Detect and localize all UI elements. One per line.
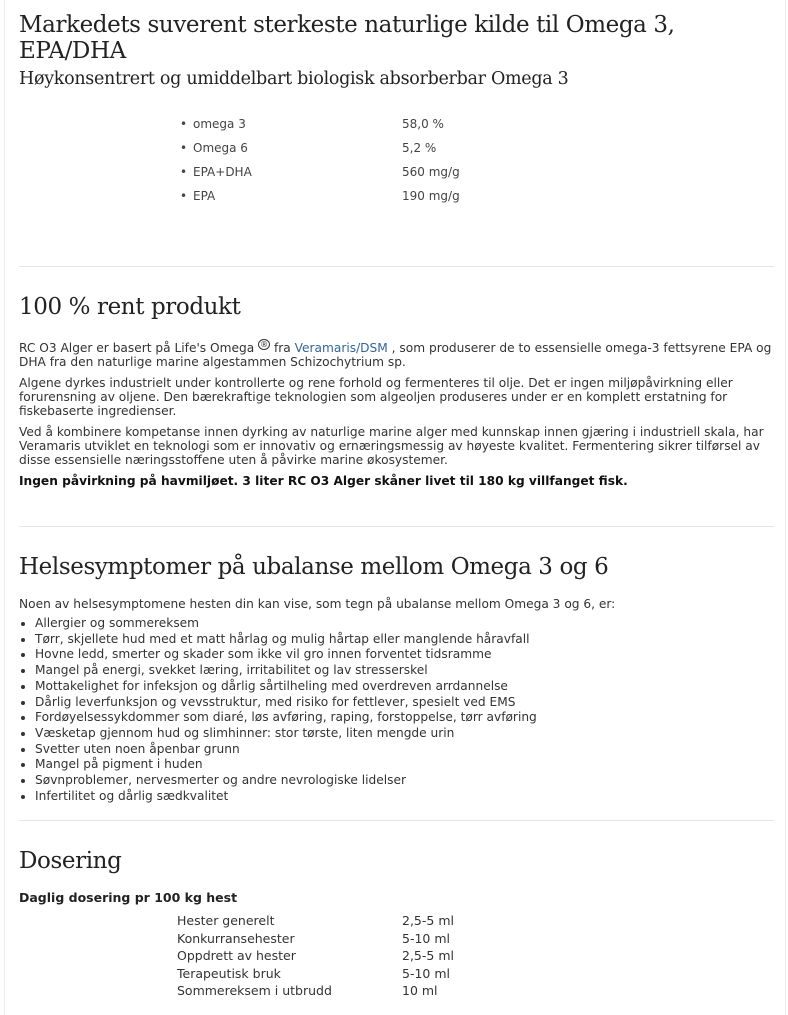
dose-value: 2,5-5 ml (402, 913, 454, 928)
text-span: fra (270, 341, 295, 356)
text-span: , som produserer de to essensielle omega-3 fettsyrene EPA og DHA fra den naturlige marine algestammen Schizochytrium sp. (19, 341, 772, 370)
item-value: 190 mg/g (402, 189, 460, 203)
section-divider (19, 266, 774, 267)
table-row (173, 930, 573, 948)
section-title-dosage: Dosering (19, 848, 122, 874)
item-name: Omega 6 (193, 141, 248, 155)
registered-icon: ® (260, 340, 269, 349)
paragraph-impact (19, 474, 779, 488)
dose-name: Sommereksem i utbrudd (177, 983, 332, 998)
table-row (173, 982, 573, 1000)
dose-name: Oppdrett av hester (177, 948, 296, 963)
item-name: omega 3 (193, 117, 246, 131)
paragraph-technology: Ved å kombinere kompetanse innen dyrking av naturlige marine alger med kunnskap innen gjæring i industriell skala, har Veramaris utviklet en teknologi som er innovativ og ernæringsmessig av høyeste kvalitet. Fermentering sikrer tilførsel av disse essensielle næringsstoffene uten å påvirke marine økosystemer. (19, 425, 764, 468)
page-container (4, 0, 786, 1015)
pure-product-text (19, 338, 779, 495)
list-item: • Mangel på energi, svekket læring, irritabilitet og lav stresserskel (35, 663, 779, 679)
bullet-icon: • (180, 165, 188, 179)
list-item: • Væsketap gjennom hud og slimhinner: stor tørste, liten mengde urin (35, 726, 779, 742)
section-divider (19, 820, 774, 821)
paragraph-source (19, 338, 779, 369)
section-divider (19, 526, 774, 527)
dosage-subtitle: Daglig dosering pr 100 kg hest (19, 890, 238, 905)
item-name: EPA+DHA (193, 165, 252, 179)
dose-value: 5-10 ml (402, 930, 450, 946)
list-item: • Søvnproblemer, nervesmerter og andre nevrologiske lidelser (35, 773, 779, 789)
list-item: • Dårlig leverfunksjon og vevsstruktur, med risiko for fettlever, spesielt ved EMS (35, 695, 779, 711)
list-item (175, 136, 575, 160)
list-item (175, 184, 575, 208)
list-item: • Svetter uten noen åpenbar grunn (35, 742, 779, 758)
list-item: • Mangel på pigment i huden (35, 757, 779, 773)
paragraph-cultivation: Algene dyrkes industrielt under kontrollerte og rene forhold og fermenteres til olje. Det er ingen miljøpåvirkning eller forurensning av oljene. Den bærekraftige teknologien som algeoljen produseres under er en komplett erstatning for fiskebaserte ingredienser. (19, 376, 733, 419)
dose-name: Terapeutisk bruk (177, 965, 281, 981)
symptoms-intro: Noen av helsesymptomene hesten din kan vise, som tegn på ubalanse mellom Omega 3 og 6, er: (19, 597, 616, 611)
list-item (175, 160, 575, 184)
section-title-symptoms: Helsesymptomer på ubalanse mellom Omega 3 og 6 (19, 554, 609, 580)
dose-name: Konkurransehester (177, 930, 295, 946)
bullet-icon: • (180, 117, 188, 131)
section-title-pure: 100 % rent produkt (19, 294, 241, 320)
list-item: • Infertilitet og dårlig sædkvalitet (35, 789, 779, 805)
bullet-icon: • (180, 141, 188, 155)
table-row (173, 912, 573, 930)
section-title-omega: Markedets suverent sterkeste naturlige kilde til Omega 3, EPA/DHA (19, 12, 675, 64)
list-item (175, 112, 575, 136)
table-row (173, 947, 573, 965)
symptoms-block (19, 597, 779, 804)
impact-text: Ingen påvirkning på havmiljøet. 3 liter RC O3 Alger skåner livet til 180 kg villfanget fisk. (19, 474, 628, 489)
item-value: 58,0 % (402, 117, 444, 131)
list-item: • Mottakelighet for infeksjon og dårlig sårtilheling med overdreven arrdannelse (35, 679, 779, 695)
item-value: 560 mg/g (402, 165, 460, 179)
text-span: RC O3 Alger er basert på Life's Omega (19, 341, 255, 356)
list-item: • Hovne ledd, smerter og skader som ikke vil gro innen forventet tidsramme (35, 647, 779, 663)
list-item: • Tørr, skjellete hud med et matt hårlag og mulig hårtap eller manglende håravfall (35, 632, 779, 648)
omega-values-list (175, 112, 575, 208)
dose-value: 2,5-5 ml (402, 948, 454, 963)
symptoms-list (19, 616, 779, 804)
list-item: • Fordøyelsessykdommer som diaré, løs avføring, raping, forstoppelse, tørr avføring (35, 710, 779, 726)
table-row (173, 965, 573, 983)
bullet-icon: • (180, 189, 188, 203)
veramaris-link[interactable]: Veramaris/DSM (294, 341, 388, 356)
item-value: 5,2 % (402, 141, 437, 155)
item-name: EPA (193, 189, 216, 203)
dose-name: Hester generelt (177, 913, 275, 928)
dose-value: 5-10 ml (402, 965, 450, 981)
dose-value: 10 ml (402, 983, 438, 998)
list-item: • Allergier og sommereksem (35, 616, 779, 632)
section-subtitle-omega: Høykonsentrert og umiddelbart biologisk absorberbar Omega 3 (19, 69, 569, 89)
dosage-table (173, 912, 573, 1000)
